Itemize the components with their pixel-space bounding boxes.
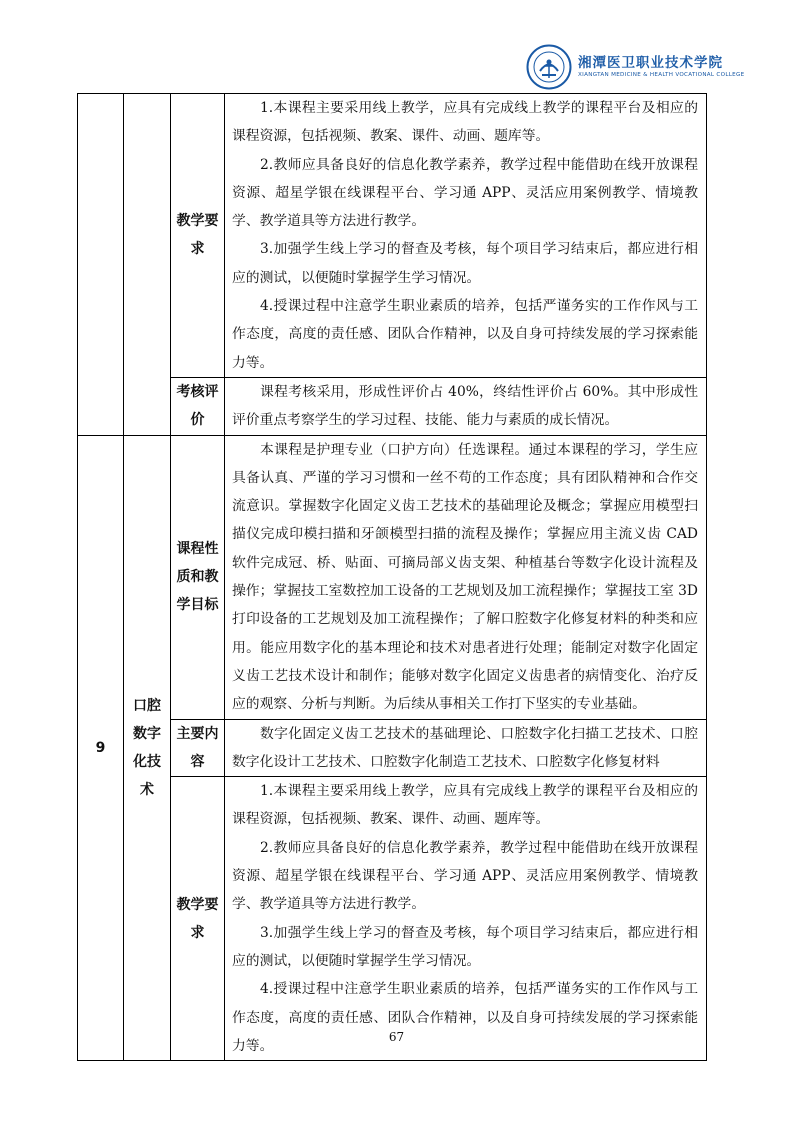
name-cell-empty [124,94,171,436]
table-row [78,719,707,777]
college-emblem-icon [526,44,572,90]
course-table [77,93,707,1061]
college-logo [526,44,756,92]
teaching-paragraph: 1.本课程主要采用线上教学，应具有完成线上教学的课程平台及相应的课程资源，包括视频、教案、课件、动画、题库等。 [232,100,698,145]
teaching-content-top [225,94,707,378]
college-name-en: XIANGTAN MEDICINE & HEALTH VOCATIONAL COLLEGE [578,72,745,78]
course-number: 9 [95,739,106,756]
teaching-paragraph: 2.教师应具备良好的信息化教学素养，教学过程中能借助在线开放课程资源、超星学银在线课程平台、学习通 APP、灵活应用案例教学、情境教学、教学道具等方法进行教学。 [232,156,698,230]
row-label-nature: 课程性质和教学目标 [171,435,225,719]
assessment-content: 课程考核采用，形成性评价占 40%，终结性评价占 60%。其中形成性评价重点考察学生的学习过程、技能、能力与素质的成长情况。 [225,377,707,435]
table-row [78,377,707,435]
row-label-assessment: 考核评价 [171,377,225,435]
page-number: 67 [388,1030,405,1044]
row-label-teaching-top: 教学要求 [171,94,225,378]
teaching-content [225,777,707,1061]
college-name: 湘潭医卫职业技术学院 [578,55,723,71]
table-row [78,435,707,719]
course-name: 口腔数字化技术 [133,697,161,798]
teaching-paragraph: 3.加强学生线上学习的督查及考核，每个项目学习结束后，都应进行相应的测试，以便随时掌握学生学习情况。 [232,924,698,969]
teaching-paragraph: 4.授课过程中注意学生职业素质的培养，包括严谨务实的工作作风与工作态度，高度的责任感、团队合作精神，以及自身可持续发展的学习探索能力等。 [232,298,698,371]
teaching-paragraph: 4.授课过程中注意学生职业素质的培养，包括严谨务实的工作作风与工作态度，高度的责任感、团队合作精神，以及自身可持续发展的学习探索能力等。 [232,981,698,1054]
row-label-teaching: 教学要求 [171,777,225,1061]
teaching-paragraph: 1.本课程主要采用线上教学，应具有完成线上教学的课程平台及相应的课程资源，包括视频、教案、课件、动画、题库等。 [232,783,698,828]
row-label-main-content: 主要内容 [171,719,225,777]
course-name-cell [124,435,171,1061]
course-number-cell [78,435,124,1061]
teaching-paragraph: 2.教师应具备良好的信息化教学素养，教学过程中能借助在线开放课程资源、超星学银在线课程平台、学习通 APP、灵活应用案例教学、情境教学、教学道具等方法进行教学。 [232,839,698,913]
nature-content: 本课程是护理专业（口护方向）任选课程。通过本课程的学习，学生应具备认真、严谨的学习习惯和一丝不苟的工作态度；具有团队精神和合作交流意识。掌握数字化固定义齿工艺技术的基础理论及概念；掌握应用模型扫描仪完成印模扫描和牙颌模型扫描的流程及操作；掌握应用主流义齿 CAD 软件完成冠、桥、贴面、可摘局部义齿支架、种植基台等数字化设计流程及操作；掌握技工室数控加工设备的工艺规划及加工流程操作；掌握技工室 3D 打印设备的工艺规划及加工流程操作；了解口腔数字化修复材料的种类和应用。能应用数字化的基本理论和技术对患者进行处理；能制定对数字化固定义齿工艺技术设计和制作；能够对数字化固定义齿患者的病情变化、治疗反应的观察、分析与判断。为后续从事相关工作打下坚实的专业基础。 [225,435,707,719]
main-content: 数字化固定义齿工艺技术的基础理论、口腔数字化扫描工艺技术、口腔数字化设计工艺技术、口腔数字化制造工艺技术、口腔数字化修复材料 [225,719,707,777]
number-cell-empty [78,94,124,436]
table-row [78,777,707,1061]
teaching-paragraph: 3.加强学生线上学习的督查及考核，每个项目学习结束后，都应进行相应的测试，以便随时掌握学生学习情况。 [232,241,698,286]
table-row [78,94,707,378]
